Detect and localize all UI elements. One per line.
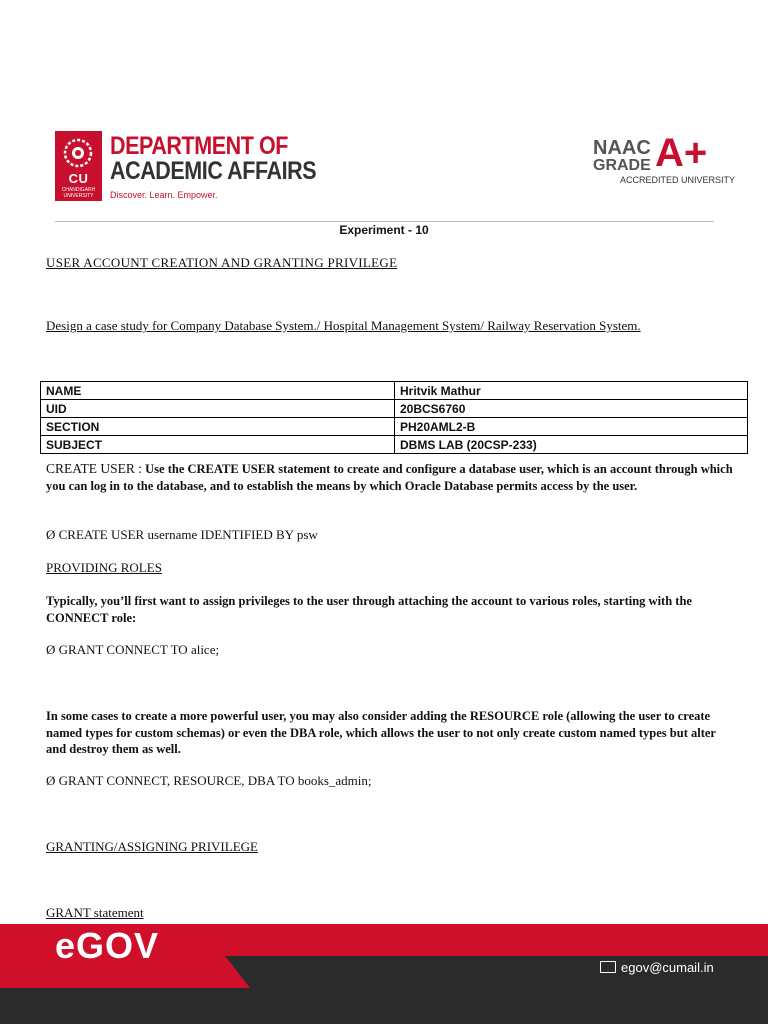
- table-label: NAME: [41, 382, 395, 400]
- providing-roles-heading: PROVIDING ROLES: [46, 560, 162, 575]
- table-value: 20BCS6760: [395, 400, 748, 418]
- tagline: Discover. Learn. Empower.: [110, 190, 218, 200]
- experiment-number: Experiment - 10: [339, 223, 429, 237]
- resource-paragraph: In some cases to create a more powerful user, you may also consider adding the RESOURCE role (allowing the user to create named types for custom schemas) or even the DBA role, which allows the user to not only create custom named types but alter and destroy them as well.: [46, 709, 716, 756]
- grade-label: GRADE: [593, 157, 651, 174]
- roles-paragraph: Typically, you’ll first want to assign privileges to the user through attaching the account to various roles, starting with the CONNECT role:: [46, 594, 692, 625]
- table-row: [41, 436, 748, 454]
- footer-email[interactable]: [600, 960, 714, 975]
- logo-subtext: CHANDIGARH UNIVERSITY: [61, 187, 96, 199]
- naac-label: NAAC: [593, 137, 651, 159]
- footer-email-text[interactable]: egov@cumail.in: [621, 960, 714, 975]
- design-instruction: Design a case study for Company Database System./ Hospital Management System/ Railway Reservation System.: [46, 318, 641, 333]
- page-title: USER ACCOUNT CREATION AND GRANTING PRIVILEGE: [46, 255, 398, 270]
- grant-statement-heading: GRANT statement: [46, 905, 144, 920]
- department-title-line2: ACADEMIC AFFAIRS: [110, 157, 317, 185]
- logo-text: CU: [68, 171, 89, 186]
- wheel-icon: [61, 136, 95, 170]
- table-value: Hritvik Mathur: [395, 382, 748, 400]
- table-row: [41, 400, 748, 418]
- header-divider: [55, 221, 714, 222]
- table-row: [41, 418, 748, 436]
- table-label: SUBJECT: [41, 436, 395, 454]
- university-logo: [55, 131, 102, 201]
- table-label: SECTION: [41, 418, 395, 436]
- mail-icon: [600, 961, 616, 973]
- table-row: [41, 382, 748, 400]
- grant-connect-command: Ø GRANT CONNECT TO alice;: [46, 642, 220, 657]
- accredited-label: ACCREDITED UNIVERSITY: [620, 175, 736, 185]
- granting-privilege-heading: GRANTING/ASSIGNING PRIVILEGE: [46, 839, 258, 854]
- egov-logo: eGOV: [55, 925, 160, 966]
- create-user-label: CREATE USER :: [46, 461, 143, 476]
- table-label: UID: [41, 400, 395, 418]
- create-user-command: Ø CREATE USER username IDENTIFIED BY psw: [46, 527, 318, 542]
- table-value: PH20AML2-B: [395, 418, 748, 436]
- student-info-table: [40, 381, 748, 454]
- create-user-text: Use the CREATE USER statement to create and configure a database user, which is an account through which you can log in to the database, and to establish the means by which Oracle Database permits access by the user.: [46, 462, 733, 493]
- department-title-line1: DEPARTMENT OF: [110, 132, 288, 160]
- grant-dba-command: Ø GRANT CONNECT, RESOURCE, DBA TO books_admin;: [46, 773, 372, 788]
- create-user-paragraph: [46, 461, 734, 494]
- table-value: DBMS LAB (20CSP-233): [395, 436, 748, 454]
- grade-value: A+: [655, 131, 708, 175]
